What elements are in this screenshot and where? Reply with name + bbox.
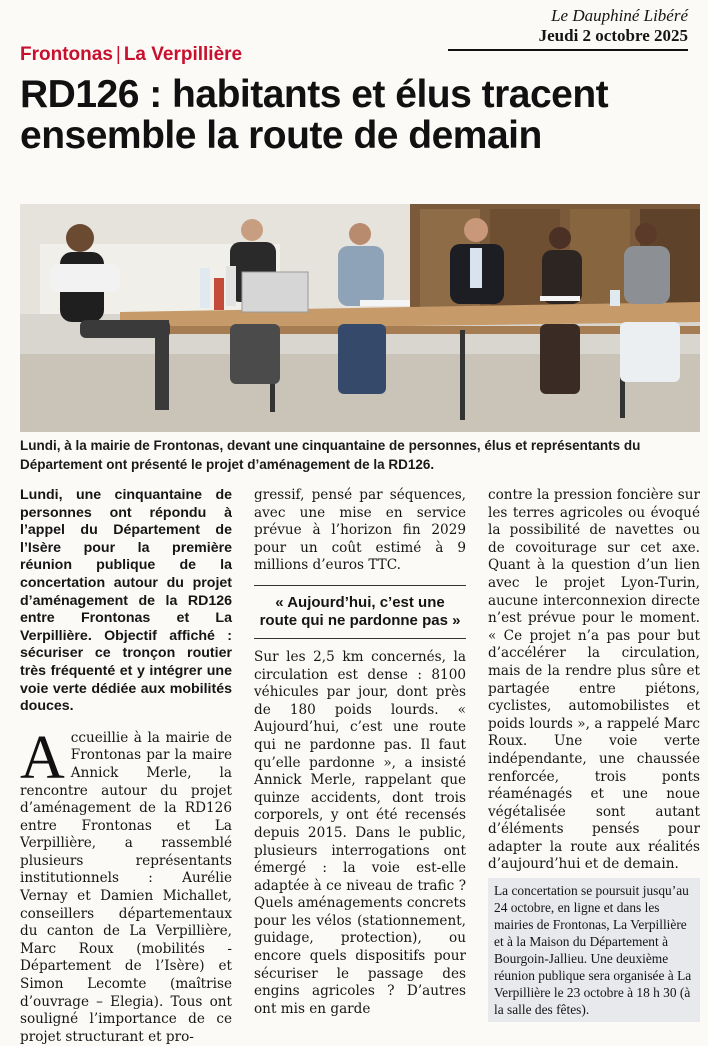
publication-date: Jeudi 2 octobre 2025 [538,26,688,45]
dropcap: A [20,723,65,792]
article-text-col3: contre la pression foncière sur les terres agricoles ou évoqué la possibilité de navettes ou de covoiturage sur cet axe. Quant à la question d’un lien avec le projet Lyon-Turin, aucune interconnexion directe n’est prévue pour le moment. « Ce projet n’a pas pour but d’accélérer la circulation, mais de la rendre plus sûre et partagée entre piétons, cyclistes, automobilistes et poids lourds », a rappelé Marc Roux. Une voie verte indépendante, une chaussée renforcée, trois ponts réaménagés et une noue végétalisée sont autant d’éléments pensés pour adapter la route aux réalités d’aujourd’hui et de demain. [488,487,700,873]
masthead [448,6,688,51]
article-paragraph-1 [20,723,232,1046]
section-place-1: Frontonas [20,44,113,65]
section-separator: | [115,44,121,65]
article-text-col2-top: gressif, pensé par séquences, avec une mise en service prévue à l’horizon fin 2029 pour un coût estimé à 9 millions d’euros TTC. [254,487,466,574]
meeting-photo [20,204,700,432]
article-text-col2-bottom: Sur les 2,5 km concernés, la circulation est dense : 8100 véhicules par jour, dont près de 180 poids lourds. « Aujourd’hui, c’est une route qui ne pardonne pas. Il faut qu’elle pardonne », a insisté Annick Merle, rappelant que quinze accidents, dont trois corporels, y ont été recensés depuis 2015. Dans le public, plusieurs interrogations ont émergé : la voie est-elle adaptée à ce niveau de trafic ? Quels aménagements concrets pour les vélos (stationnement, guidage, protection), ou encore quels dispositifs pour sécuriser le passage des engins agricoles ? D’autres ont mis en garde [254,648,466,1017]
info-box: La concertation se poursuit jusqu’au 24 octobre, en ligne et dans les mairies de Frontonas, La Verpillière et à la Maison du Département à Bourgoin-Jallieu. Une deuxième réunion publique sera organisée à La Verpillière le 23 octobre à 18 h 30 (à la salle des fêtes). [488,878,700,1022]
pull-quote: « Aujourd’hui, c’est une route qui ne pardonne pas » [254,585,466,639]
article-column-2 [254,487,466,1018]
article-body [20,487,700,1045]
section-place-2: La Verpillière [123,44,243,65]
article-lead: Lundi, une cinquantaine de personnes ont répondu à l’appel du Département de l’Isère pour la première réunion publique de la concertation autour du projet d’aménagement de la RD126 entre Frontonas et La Verpillière. Objectif affiché : sécuriser ce tronçon routier très fréquenté et y intégrer une voie verte dédiée aux mobilités douces. [20,487,232,715]
photo-caption: Lundi, à la mairie de Frontonas, devant une cinquantaine de personnes, élus et représentants du Département ont présenté le projet d’aménagement de la RD126. [20,438,641,472]
article-column-3 [488,487,700,1022]
headline: RD126 : habitants et élus tracent ensemble la route de demain [20,73,609,157]
article-column-1 [20,487,232,1046]
article-text-col1: ccueillie à la mairie de Frontonas par la maire Annick Merle, la rencontre autour du projet d’aménagement de la RD126 entre Frontonas et La Verpillière, a rassemblé plusieurs représentants institutionnels : Aurélie Vernay et Damien Michallet, conseillers départementaux du canton de La Verpillière, Marc Roux (mobilités - Département de l’Isère) et Simon Lecomte (maîtrise d’ouvrage – Elegia). Tous ont souligné l’importance de ce projet structurant et pro- [20,729,232,1045]
section-header [20,44,242,66]
newspaper-name: Le Dauphiné Libéré [551,6,688,25]
